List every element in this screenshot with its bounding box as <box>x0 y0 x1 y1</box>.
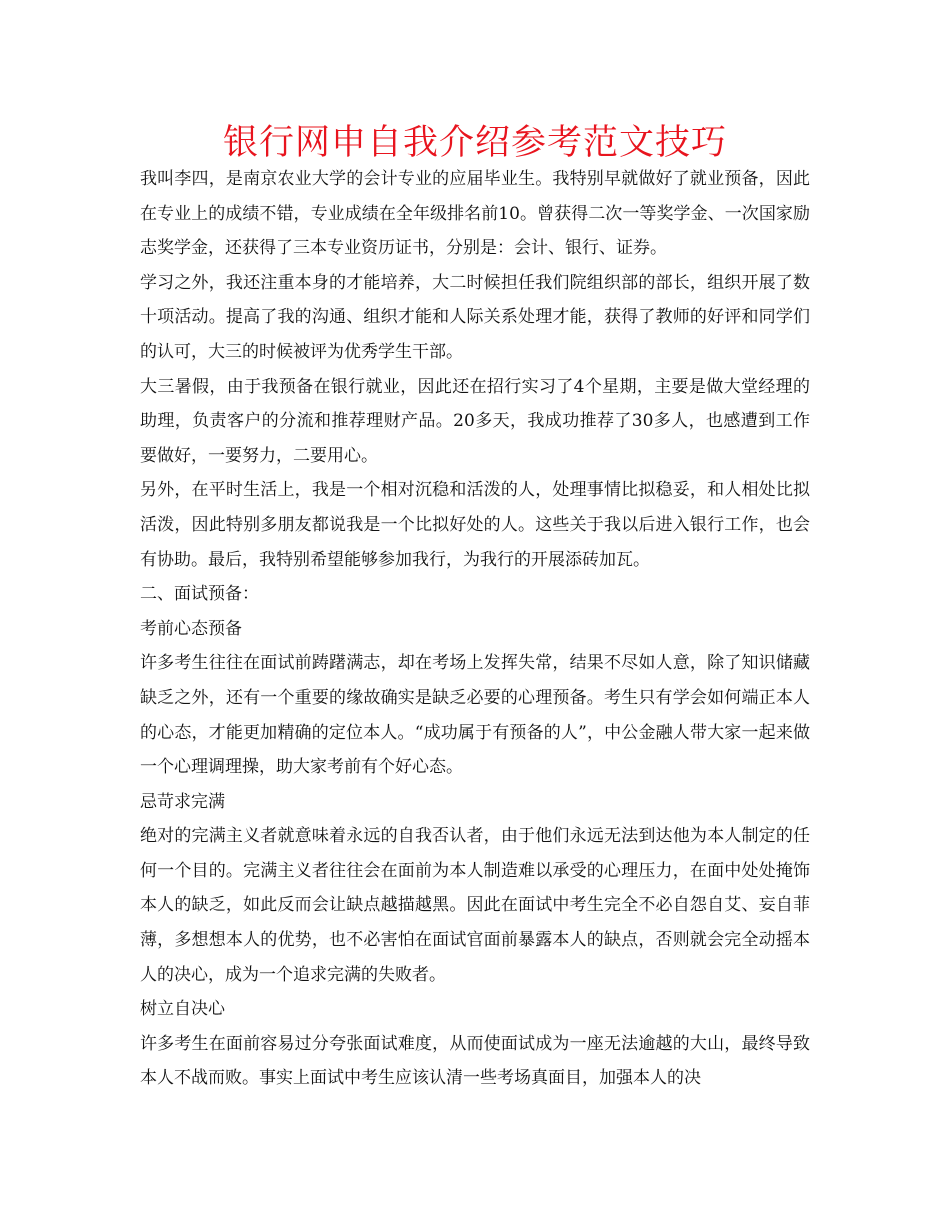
subheading-mindset: 考前心态预备 <box>140 618 242 639</box>
paragraph-confidence: 许多考生在面前容易过分夸张面试难度，从而使面试成为一座无法逾越的大山，最终导致本人不战而败。事实上面试中考生应该认清一些考场真面目，加强本人的决 <box>140 1033 810 1089</box>
paragraph-internship: 大三暑假，由于我预备在银行就业，因此还在招行实习了4个星期，主要是做大堂经理的助理，负责客户的分流和推荐理财产品。20多天，我成功推荐了30多人，也感遭到工作要做好，一要努力，二要用心。 <box>140 376 810 466</box>
paragraph-intro: 我叫李四，是南京农业大学的会计专业的应届毕业生。我特别早就做好了就业预备，因此在专业上的成绩不错，专业成绩在全年级排名前10。曾获得二次一等奖学金、一次国家励志奖学金，还获得了三本专业资历证书，分别是：会计、银行、证券。 <box>140 169 810 259</box>
paragraph-mindset: 许多考生往往在面试前踌躇满志，却在考场上发挥失常，结果不尽如人意，除了知识储藏缺乏之外，还有一个重要的缘故确实是缺乏必要的心理预备。考生只有学会如何端正本人的心态，才能更加精确的定位本人。“成功属于有预备的人”，中公金融人带大家一起来做一个心理调理操，助大家考前有个好心态。 <box>140 653 810 778</box>
section-heading-interview-prep: 二、面试预备： <box>140 584 259 605</box>
paragraph-perfectionism: 绝对的完满主义者就意味着永远的自我否认者，由于他们永远无法到达他为本人制定的任何一个目的。完满主义者往往会在面前为本人制造难以承受的心理压力，在面中处处掩饰本人的缺乏，如此反而会让缺点越描越黑。因此在面试中考生完全不必自怨自艾、妄自菲薄，多想想本人的优势，也不必害怕在面试官面前暴露本人的缺点，否则就会完全动摇本人的决心，成为一个追求完满的失败者。 <box>140 826 810 985</box>
subheading-confidence: 树立自决心 <box>140 999 225 1020</box>
document-title: 银行网申自我介绍参考范文技巧 <box>222 123 727 163</box>
paragraph-activities: 学习之外，我还注重本身的才能培养，大二时候担任我们院组织部的部长，组织开展了数十项活动。提高了我的沟通、组织才能和人际关系处理才能，获得了教师的好评和同学们的认可，大三的时候被评为优秀学生干部。 <box>140 272 810 362</box>
paragraph-personality: 另外，在平时生活上，我是一个相对沉稳和活泼的人，处理事情比拟稳妥，和人相处比拟活泼，因此特别多朋友都说我是一个比拟好处的人。这些关于我以后进入银行工作，也会有协助。最后，我特别希望能够参加我行，为我行的开展添砖加瓦。 <box>140 480 810 570</box>
subheading-perfectionism: 忌苛求完满 <box>140 791 225 812</box>
document-body <box>140 162 810 1096</box>
